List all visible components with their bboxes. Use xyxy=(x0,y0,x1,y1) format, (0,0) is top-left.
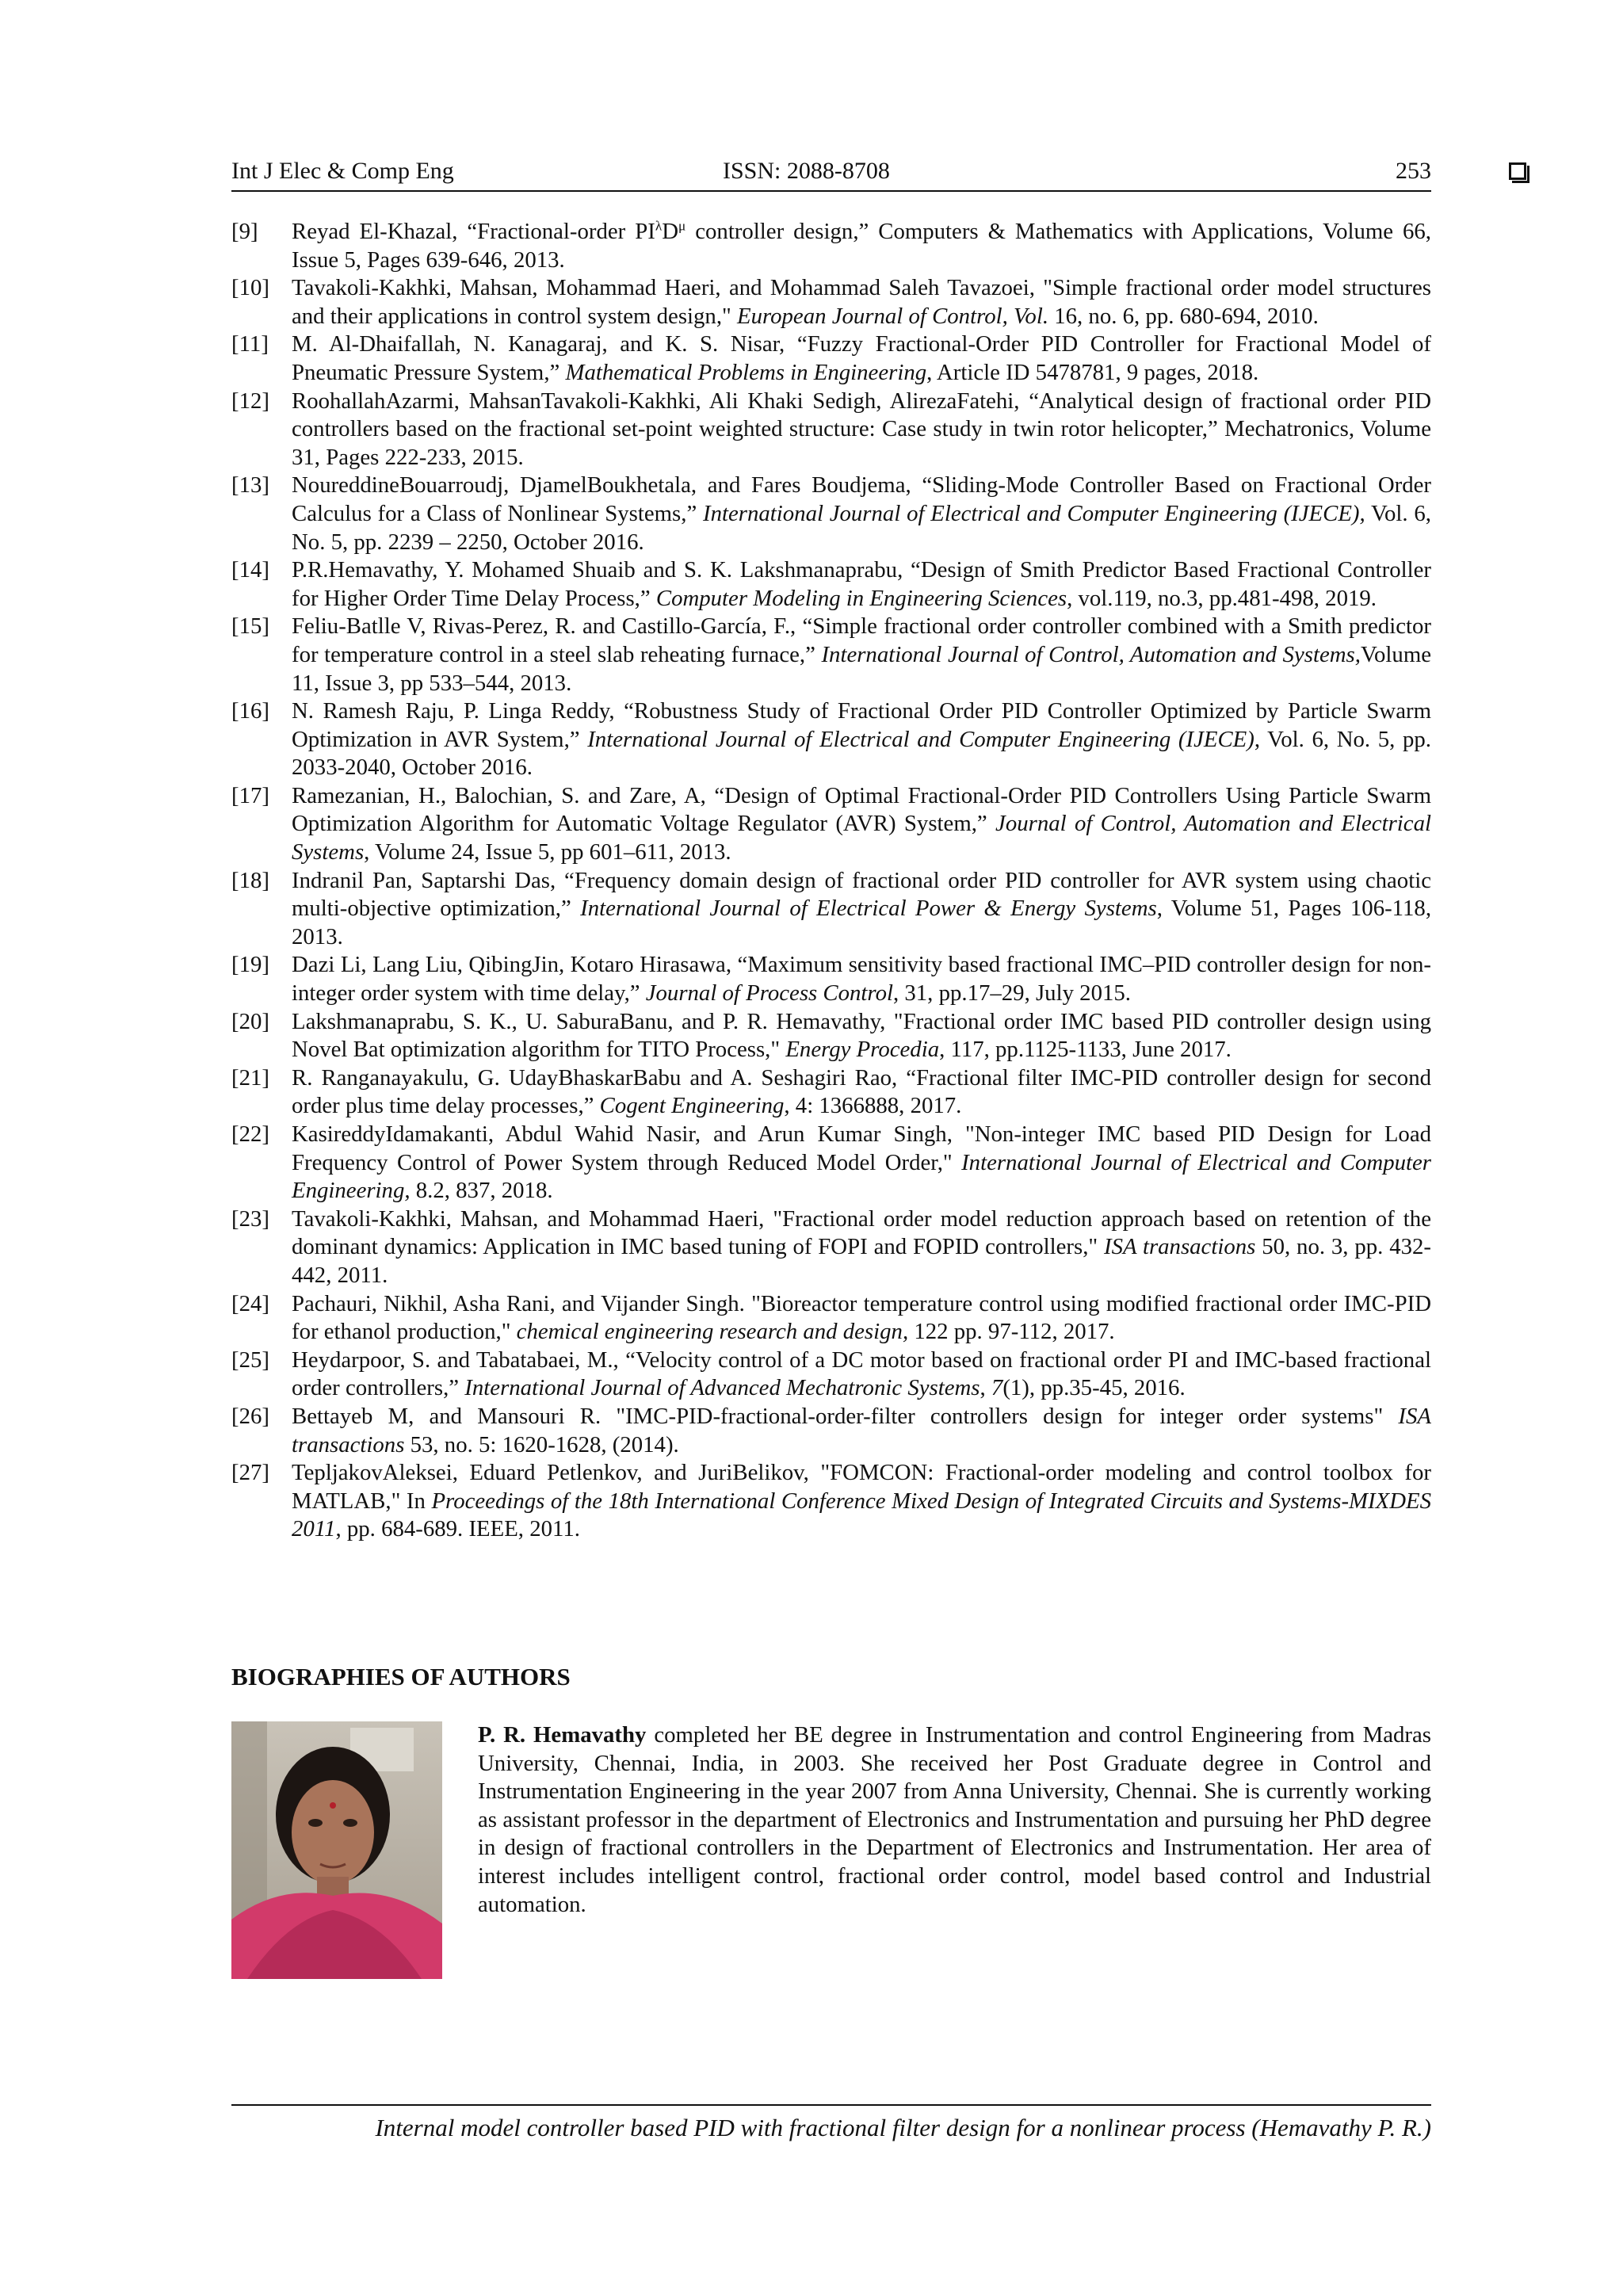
reference-text-segment: 16, no. 6, pp. 680-694, 2010. xyxy=(1048,303,1319,329)
reference-text-segment: Indranil Pan, Saptarshi Das, “Frequency domain design of fractional order PID controller for AVR system using chaotic multi-objective optimization,” xyxy=(292,867,1431,922)
reference-text xyxy=(292,1403,1431,1459)
reference-item xyxy=(231,388,1431,472)
reference-text-segment: controller design,” Computers & Mathematics with Applications, Volume 66, Issue 5, Pages 639-646, 2013. xyxy=(292,219,1431,273)
reference-text xyxy=(292,867,1431,952)
author-photo-image xyxy=(231,1721,442,1979)
reference-item xyxy=(231,1290,1431,1347)
reference-text xyxy=(292,1008,1431,1064)
reference-text-segment: Bettayeb M, and Mansouri R. "IMC-PID-fractional-order-filter controllers design for integer order systems" xyxy=(292,1403,1399,1429)
reference-text-segment: , pp. 684-689. IEEE, 2011. xyxy=(335,1516,580,1542)
reference-text xyxy=(292,1290,1431,1347)
reference-text-segment: Heydarpoor, S. and Tabatabaei, M., “Velocity control of a DC motor based on fractional order PI and IMC-based fractional order controllers,” xyxy=(292,1347,1431,1401)
reference-text-segment: 50, no. 3, pp. 432-442, 2011. xyxy=(292,1234,1431,1288)
reference-text-segment: Tavakoli-Kakhki, Mahsan, and Mohammad Haeri, "Fractional order model reduction approach based on retention of the dominant dynamics: Application in IMC based tuning of FOPI and FOPID controllers," xyxy=(292,1205,1431,1260)
reference-item xyxy=(231,867,1431,952)
reference-item xyxy=(231,1008,1431,1064)
reference-text-segment: , Article ID 5478781, 9 pages, 2018. xyxy=(926,359,1259,385)
reference-italic-text: International Journal of Control, Automation and Systems, xyxy=(821,641,1361,667)
reference-text-segment: Lakshmanaprabu, S. K., U. SaburaBanu, and P. R. Hemavathy, "Fractional order IMC based PID controller design using Novel Bat optimization algorithm for TITO Process," xyxy=(292,1008,1431,1063)
author-biography xyxy=(478,1721,1431,1919)
reference-text-segment: , Volume 51, Pages 106-118, 2013. xyxy=(292,896,1432,949)
reference-text-segment: Feliu-Batlle V, Rivas-Perez, R. and Castillo-García, F., “Simple fractional order controller combined with a Smith predictor for temperature control in a steel slab reheating furnace,” xyxy=(292,613,1431,667)
reference-number: [17] xyxy=(231,782,269,808)
reference-text xyxy=(292,1459,1431,1544)
reference-text-segment: , Volume 24, Issue 5, pp 601–611, 2013. xyxy=(364,839,731,865)
reference-number: [13] xyxy=(231,472,269,499)
reference-number: [24] xyxy=(231,1290,269,1316)
reference-italic-text: International Journal of Electrical and Computer Engineering, xyxy=(292,1149,1432,1204)
reference-text-segment: TepljakovAleksei, Eduard Petlenkov, and JuriBelikov, "FOMCON: Fractional-order modeling and control toolbox for MATLAB," In xyxy=(292,1460,1431,1514)
reference-number: [26] xyxy=(231,1403,269,1429)
author-photo xyxy=(231,1721,442,1979)
reference-text-segment: , 31, pp.17–29, July 2015. xyxy=(892,980,1131,1007)
biographies-heading: BIOGRAPHIES OF AUTHORS xyxy=(231,1663,571,1690)
reference-text xyxy=(292,951,1431,1007)
reference-text-segment: 122 pp. 97-112, 2017. xyxy=(908,1319,1115,1345)
page-header xyxy=(231,155,1431,187)
reference-italic-text: International Journal of Electrical and Computer Engineering (IJECE), xyxy=(703,500,1365,526)
footer-rule xyxy=(231,2104,1431,2106)
reference-number: [15] xyxy=(231,613,269,640)
reference-list xyxy=(231,218,1431,1544)
reference-item xyxy=(231,1403,1431,1459)
reference-italic-text: ISA transactions xyxy=(1104,1234,1256,1260)
reference-text-segment: KasireddyIdamakanti, Abdul Wahid Nasir, and Arun Kumar Singh, "Non-integer IMC based PID Design for Load Frequency Control of Power System through Reduced Model Order," xyxy=(292,1121,1431,1175)
reference-italic-text: 7 xyxy=(991,1375,1003,1401)
reference-text-segment: NoureddineBouarroudj, DjamelBoukhetala, and Fares Boudjema, “Sliding-Mode Controller Based on Fractional Order Calculus for a Class of Nonlinear Systems,” xyxy=(292,472,1431,526)
reference-text xyxy=(292,556,1431,613)
reference-item xyxy=(231,782,1431,867)
reference-superscript: μ xyxy=(678,218,686,234)
reference-text-segment: , vol.119, no.3, pp.481-498, 2019. xyxy=(1067,585,1377,611)
reference-text-segment: Tavakoli-Kakhki, Mahsan, Mohammad Haeri, and Mohammad Saleh Tavazoei, "Simple fractional order model structures and their applications in control system design," xyxy=(292,275,1431,329)
reference-text-segment: (1), pp.35-45, 2016. xyxy=(1002,1375,1186,1401)
reference-number: [14] xyxy=(231,557,269,583)
reference-number: [20] xyxy=(231,1008,269,1034)
reference-italic-text: Mathematical Problems in Engineering xyxy=(565,359,927,385)
reference-superscript: λ xyxy=(655,218,663,234)
reference-text-segment: P.R.Hemavathy, Y. Mohamed Shuaib and S. K. Lakshmanaprabu, “Design of Smith Predictor Based Fractional Controller for Higher Order Time Delay Process,” xyxy=(292,557,1431,611)
reference-number: [9] xyxy=(231,219,258,244)
reference-item xyxy=(231,556,1431,613)
reference-text-segment: Vol. 6, No. 5, pp. 2239 – 2250, October 2016. xyxy=(292,500,1431,555)
reference-italic-text: Energy Procedia xyxy=(785,1037,940,1063)
page-box-icon xyxy=(1509,162,1526,180)
reference-text-segment: Reyad El-Khazal, “Fractional-order PI xyxy=(292,219,655,244)
reference-text-segment: RoohallahAzarmi, MahsanTavakoli-Kakhki, Ali Khaki Sedigh, AlirezaFatehi, “Analytical design of fractional order PID controllers based on the fractional set-point weighted structure: Case study in twin rotor helicopter,” Mechatronics, Volume 31, Pages 222-233, 2015. xyxy=(292,388,1431,470)
reference-text xyxy=(292,697,1431,782)
reference-item xyxy=(231,1205,1431,1290)
author-name: P. R. Hemavathy xyxy=(478,1722,647,1748)
reference-item xyxy=(231,1121,1431,1205)
reference-text-segment: 53, no. 5: 1620-1628, (2014). xyxy=(404,1431,679,1457)
reference-text-segment: , Vol. 6, No. 5, pp. 2033-2040, October 2016. xyxy=(292,726,1431,781)
reference-item xyxy=(231,472,1431,556)
running-footer: Internal model controller based PID with fractional filter design for a nonlinear process (Hemavathy P. R.) xyxy=(375,2114,1431,2141)
reference-item xyxy=(231,1347,1431,1403)
reference-text-segment: , 4: 1366888, 2017. xyxy=(784,1093,962,1119)
header-rule xyxy=(231,190,1431,192)
biography-text: completed her BE degree in Instrumentation and control Engineering from Madras University, Chennai, India, in 2003. She received her Post Graduate degree in Control and Instrumentation Engineering in the year 2007 from Anna University, Chennai. She is currently working as assistant professor in the department of Electronics and Instrumentation and pursuing her PhD degree in design of fractional controllers in the Department of Electronics and Instrumentation. Her area of interest includes intelligent control, fractional order control, model based control and Industrial automation. xyxy=(478,1722,1431,1917)
issn: ISSN: 2088-8708 xyxy=(723,158,890,184)
reference-item xyxy=(231,274,1431,330)
reference-item xyxy=(231,330,1431,387)
reference-number: [21] xyxy=(231,1064,269,1091)
reference-item xyxy=(231,218,1431,274)
reference-item xyxy=(231,1064,1431,1121)
reference-number: [25] xyxy=(231,1347,269,1373)
reference-text xyxy=(292,330,1431,387)
reference-text xyxy=(292,1205,1431,1290)
reference-text xyxy=(292,613,1431,697)
reference-text-segment: D xyxy=(662,219,679,244)
reference-text-segment: R. Ranganayakulu, G. UdayBhaskarBabu and A. Seshagiri Rao, “Fractional filter IMC-PID controller design for second order plus time delay processes,” xyxy=(292,1064,1431,1119)
reference-text xyxy=(292,1064,1431,1121)
reference-italic-text: Journal of Control, Automation and Electrical Systems xyxy=(292,811,1431,865)
reference-number: [11] xyxy=(231,331,269,357)
reference-text-segment: Pachauri, Nikhil, Asha Rani, and Vijander Singh. "Bioreactor temperature control using modified fractional order IMC-PID for ethanol production," xyxy=(292,1290,1431,1345)
reference-number: [16] xyxy=(231,698,269,724)
reference-number: [23] xyxy=(231,1205,269,1232)
reference-text xyxy=(292,218,1431,274)
reference-italic-text: International Journal of Electrical and Computer Engineering (IJECE) xyxy=(587,726,1254,752)
reference-italic-text: Cogent Engineering xyxy=(599,1093,785,1119)
reference-number: [10] xyxy=(231,275,269,301)
reference-text-segment: M. Al-Dhaifallah, N. Kanagaraj, and K. S. Nisar, “Fuzzy Fractional-Order PID Controller for Fractional Model of Pneumatic Pressure System,” xyxy=(292,331,1431,385)
reference-text xyxy=(292,388,1431,472)
reference-text xyxy=(292,472,1431,556)
reference-text-segment: Dazi Li, Lang Liu, QibingJin, Kotaro Hirasawa, “Maximum sensitivity based fractional IMC–PID controller design for non-integer order system with time delay,” xyxy=(292,952,1431,1007)
reference-text-segment: , xyxy=(980,1375,991,1401)
reference-number: [22] xyxy=(231,1121,269,1147)
reference-italic-text: International Journal of Electrical Power & Energy Systems xyxy=(580,896,1157,922)
reference-number: [18] xyxy=(231,867,269,893)
reference-italic-text: European Journal of Control, Vol. xyxy=(737,303,1049,329)
reference-text xyxy=(292,1121,1431,1205)
reference-text-segment: N. Ramesh Raju, P. Linga Reddy, “Robustness Study of Fractional Order PID Controller Optimized by Particle Swarm Optimization in AVR System,” xyxy=(292,698,1431,752)
reference-italic-text: chemical engineering research and design, xyxy=(516,1319,909,1345)
reference-italic-text: ISA transactions xyxy=(292,1403,1431,1457)
reference-item xyxy=(231,613,1431,697)
reference-italic-text: Computer Modeling in Engineering Sciences xyxy=(655,585,1067,611)
reference-text xyxy=(292,782,1431,867)
reference-text xyxy=(292,274,1431,330)
reference-text-segment: Volume 11, Issue 3, pp 533–544, 2013. xyxy=(292,641,1431,696)
reference-text-segment: Ramezanian, H., Balochian, S. and Zare, A, “Design of Optimal Fractional-Order PID Controllers Using Particle Swarm Optimization Algorithm for Automatic Voltage Regulator (AVR) System,” xyxy=(292,782,1431,837)
reference-item xyxy=(231,697,1431,782)
page-number: 253 xyxy=(1396,158,1431,184)
reference-number: [19] xyxy=(231,952,269,978)
reference-italic-text: Journal of Process Control xyxy=(645,980,893,1007)
reference-italic-text: Proceedings of the 18th International Conference Mixed Design of Integrated Circuits and Systems-MIXDES 2011 xyxy=(292,1488,1432,1542)
reference-italic-text: International Journal of Advanced Mechatronic Systems xyxy=(464,1375,980,1401)
reference-item xyxy=(231,951,1431,1007)
reference-text-segment: 8.2, 837, 2018. xyxy=(410,1178,553,1204)
reference-text-segment: , 117, pp.1125-1133, June 2017. xyxy=(939,1037,1232,1063)
reference-text xyxy=(292,1347,1431,1403)
journal-name: Int J Elec & Comp Eng xyxy=(231,158,454,184)
reference-number: [27] xyxy=(231,1460,269,1486)
reference-item xyxy=(231,1459,1431,1544)
reference-number: [12] xyxy=(231,388,269,414)
